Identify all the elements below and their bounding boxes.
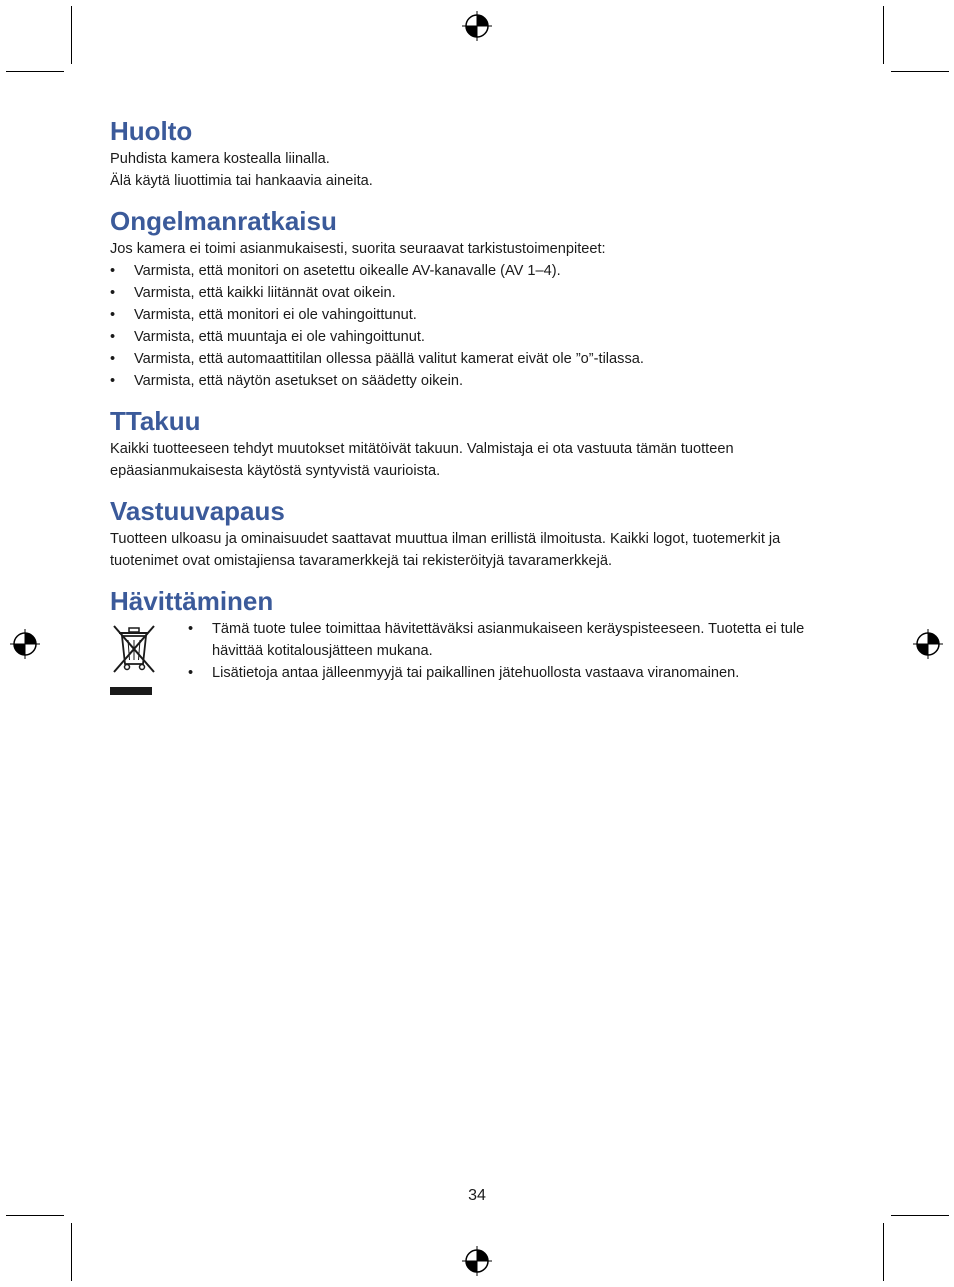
list-item: • Varmista, että automaattitilan ollessa päällä valitut kamerat eivät ole ”ο”-tilassa. <box>110 348 850 370</box>
list-item: • Varmista, että näytön asetukset on säädetty oikein. <box>110 370 850 392</box>
section-havittaminen <box>110 584 850 695</box>
crop-mark <box>71 6 72 64</box>
list-item: • Varmista, että monitori on asetettu oikealle AV-kanavalle (AV 1–4). <box>110 260 850 282</box>
paragraph: Tuotteen ulkoasu ja ominaisuudet saattavat muuttua ilman erillistä ilmoitusta. Kaikki logot, tuotemerkit ja tuotenimet ovat omistajiensa tavaramerkkejä tai rekisteröityjä tavaramerkkejä. <box>110 531 781 569</box>
page-number: 34 <box>468 1187 486 1204</box>
section-title: TTakuu <box>110 406 201 436</box>
page-content <box>110 114 850 707</box>
section-title: Vastuuvapaus <box>110 496 285 526</box>
section-takuu <box>110 404 850 482</box>
weee-symbol <box>110 622 160 695</box>
registration-mark-icon <box>461 1245 493 1277</box>
section-ongelmanratkaisu <box>110 204 850 392</box>
section-title: Hävittäminen <box>110 586 274 616</box>
disposal-list <box>188 618 848 684</box>
crop-mark <box>6 1215 64 1216</box>
crop-mark <box>883 6 884 64</box>
crop-mark <box>71 1223 72 1281</box>
crop-mark <box>891 71 949 72</box>
section-vastuuvapaus <box>110 494 850 572</box>
section-huolto <box>110 114 850 192</box>
list-item: • Varmista, että muuntaja ei ole vahingoittunut. <box>110 326 850 348</box>
crop-mark <box>883 1223 884 1281</box>
list-item: • Tämä tuote tulee toimittaa hävitettäväksi asianmukaiseen keräyspisteeseen. Tuotetta ei tule hävittää kotitalousjätteen mukana. <box>188 618 848 662</box>
paragraph-line: Älä käytä liuottimia tai hankaavia aineita. <box>110 173 373 189</box>
list-item: • Varmista, että kaikki liitännät ovat oikein. <box>110 282 850 304</box>
registration-mark-icon <box>461 10 493 42</box>
disposal-block <box>110 618 850 695</box>
section-title: Huolto <box>110 116 193 146</box>
crop-mark <box>6 71 64 72</box>
crossed-out-wheelie-bin-icon <box>110 622 158 674</box>
list-item: • Varmista, että monitori ei ole vahingoittunut. <box>110 304 850 326</box>
section-title: Ongelmanratkaisu <box>110 206 337 236</box>
registration-mark-icon <box>9 628 41 660</box>
list-item: • Lisätietoja antaa jälleenmyyjä tai paikallinen jätehuollosta vastaava viranomainen. <box>188 662 848 684</box>
registration-mark-icon <box>912 628 944 660</box>
paragraph-intro: Jos kamera ei toimi asianmukaisesti, suorita seuraavat tarkistustoimenpiteet: <box>110 241 606 257</box>
checklist <box>110 260 850 392</box>
paragraph: Kaikki tuotteeseen tehdyt muutokset mitätöivät takuun. Valmistaja ei ota vastuuta tämän tuotteen epäasianmukaisesta käytöstä syntyvistä vaurioista. <box>110 441 734 479</box>
weee-bar <box>110 687 152 695</box>
crop-mark <box>891 1215 949 1216</box>
paragraph-line: Puhdista kamera kostealla liinalla. <box>110 151 330 167</box>
